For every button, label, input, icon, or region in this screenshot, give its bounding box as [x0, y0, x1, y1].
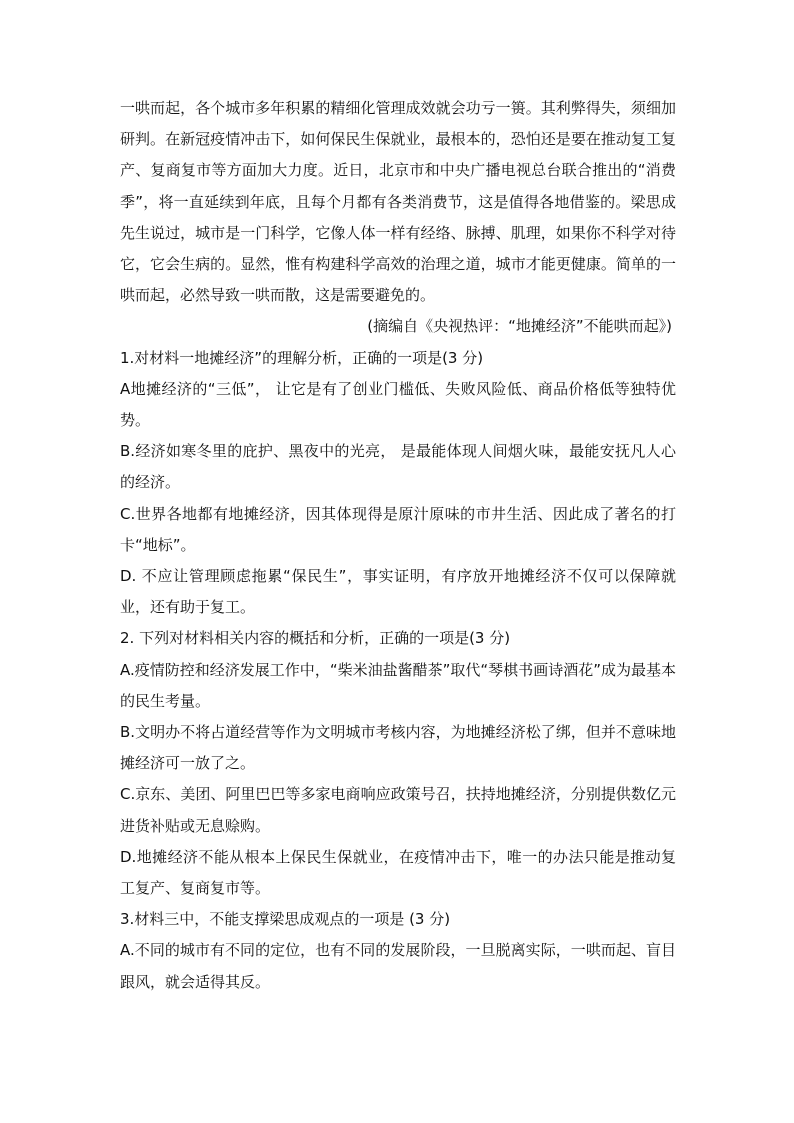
question-1-option-c: C.世界各地都有地摊经济，因其体现得是原汁原味的市井生活、因此成了著名的打卡“地标”。: [120, 504, 676, 554]
document-content: [120, 93, 676, 998]
question-2-option-b: B.文明办不将占道经营等作为文明城市考核内容，为地摊经济松了绑，但并不意味地摊经济可一放了之。: [120, 723, 676, 773]
question-2-option-d: D.地摊经济不能从根本上保民生保就业，在疫情冲击下，唯一的办法只能是推动复工复产、复商复市等。: [120, 847, 676, 898]
question-1-option-b: B.经济如寒冬里的庇护、黑夜中的光亮， 是最能体现人间烟火味，最能安抚凡人心的经济。: [120, 442, 676, 492]
question-2-option-c: C.京东、美团、阿里巴巴等多家电商响应政策号召，扶持地摊经济，分别提供数亿元进货补贴或无息赊购。: [120, 785, 676, 835]
passage-text: 一哄而起，各个城市多年积累的精细化管理成效就会功亏一篑。其利弊得失，须细加研判。在新冠疫情冲击下，如何保民生保就业，最根本的，恐怕还是要在推动复工复产、复商复市等方面加大力度。近日，北京市和中央广播电视总台联合推出的“消费季”，将一直延续到年底，且每个月都有各类消费节，这是值得各地借鉴的。梁思成先生说过，城市是一门科学，它像人体一样有经络、脉搏、肌理，如果你不科学对待它，它会生病的。显然，惟有构建科学高效的治理之道，城市才能更健康。简单的一哄而起，必然导致一哄而散，这是需要避免的。: [120, 99, 676, 305]
question-2-stem: 2. 下列对材料相关内容的概括和分析，正确的一项是(3 分): [120, 629, 511, 648]
question-2-option-a: A.疫情防控和经济发展工作中，“柴米油盐酱醋茶”取代“琴棋书画诗酒花”成为最基本的民生考量。: [120, 660, 676, 710]
question-2: [120, 623, 676, 904]
question-1-option-d: D. 不应让管理顾虑拖累“保民生”，事实证明，有序放开地摊经济不仅可以保障就业，还有助于复工。: [120, 567, 676, 617]
question-1-stem: 1.对材料一地摊经济”的理解分析，正确的一项是(3 分): [120, 348, 484, 367]
question-3: [120, 904, 676, 998]
question-1-option-a: A地摊经济的“三低”， 让它是有了创业门槛低、失败风险低、商品价格低等独特优势。: [120, 379, 676, 430]
question-3-option-a: A.不同的城市有不同的定位，也有不同的发展阶段，一旦脱离实际，一哄而起、盲目跟风，就会适得其反。: [120, 941, 676, 991]
question-3-stem: 3.材料三中，不能支撑梁思成观点的一项是 (3 分): [120, 910, 451, 929]
source-citation: (摘编自《央视热评：“地摊经济”不能哄而起》): [367, 317, 672, 336]
question-1: [120, 343, 676, 624]
